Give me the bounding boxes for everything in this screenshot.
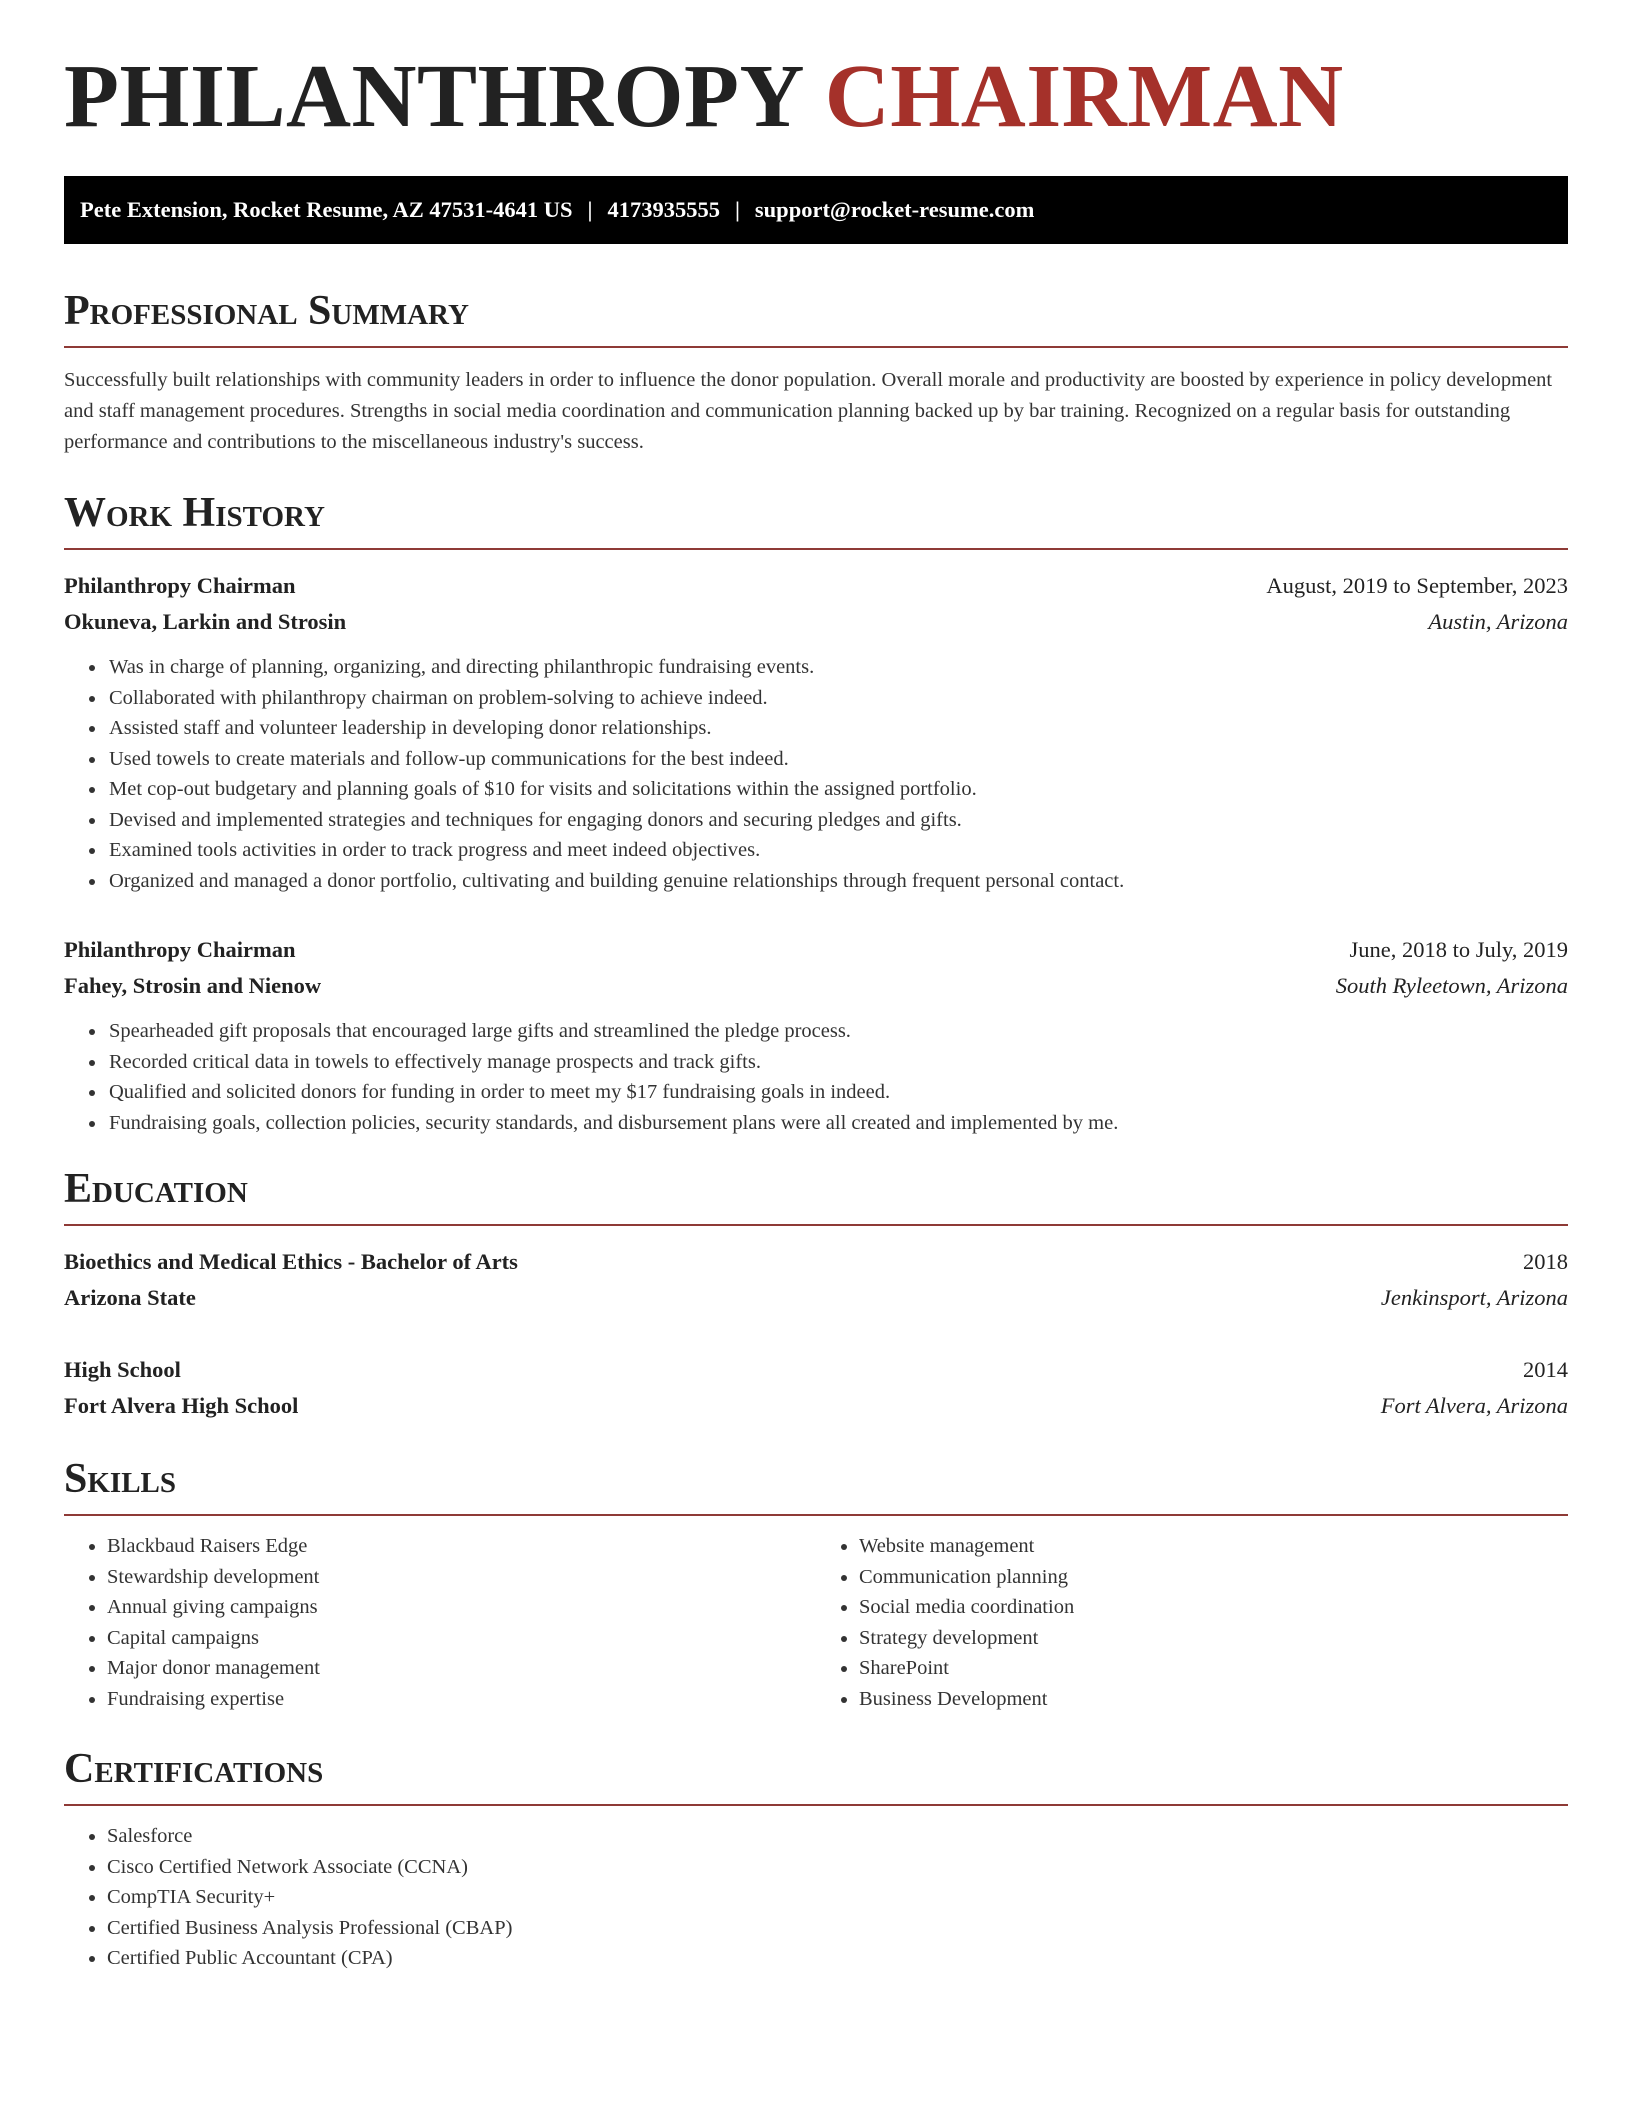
education-degree: Bioethics and Medical Ethics - Bachelor of Arts: [64, 1249, 518, 1274]
skills-title: Skills: [64, 1458, 1568, 1516]
skill-item: • SharePoint: [859, 1653, 1568, 1684]
education-entry: [64, 1352, 1568, 1424]
skill-item: • Major donor management: [107, 1653, 816, 1684]
job-dates: June, 2018 to July, 2019: [1349, 937, 1568, 962]
job-bullets: [64, 1016, 1568, 1138]
education-section: [64, 1168, 1568, 1424]
certification-item: • CompTIA Security+: [107, 1882, 1568, 1913]
skill-item: • Annual giving campaigns: [107, 1592, 816, 1623]
job-dates: August, 2019 to September, 2023: [1266, 573, 1568, 598]
skill-item: • Blackbaud Raisers Edge: [107, 1531, 816, 1562]
summary-text: Successfully built relationships with community leaders in order to influence the donor population. Overall morale and productivity are boosted by experience in policy development and staff management procedures. Strengths in social media coordination and communication planning backed up by bar training. Recognized on a regular basis for outstanding performance and contributions to the miscellaneous industry's success.: [64, 369, 1553, 453]
resume-name: [64, 47, 1568, 156]
work-history-section: [64, 492, 1568, 1138]
job-company: Fahey, Strosin and Nienow: [64, 973, 322, 998]
job-bullet: • Spearheaded gift proposals that encouraged large gifts and streamlined the pledge process.: [107, 1016, 1568, 1047]
name-first: PHILANTHROPY: [64, 47, 802, 146]
certification-item: • Cisco Certified Network Associate (CCNA): [107, 1852, 1568, 1883]
job-bullets: [64, 652, 1568, 896]
name-last: CHAIRMAN: [824, 47, 1344, 146]
job-bullet: • Used towels to create materials and follow-up communications for the best indeed.: [107, 744, 1568, 775]
job-bullet: • Was in charge of planning, organizing, and directing philanthropic fundraising events.: [107, 652, 1568, 683]
education-degree: High School: [64, 1357, 181, 1382]
job-bullet: • Examined tools activities in order to track progress and meet indeed objectives.: [107, 835, 1568, 866]
contact-separator: |: [734, 197, 740, 222]
job-bullet: • Collaborated with philanthropy chairman on problem-solving to achieve indeed.: [107, 683, 1568, 714]
job-bullet: • Fundraising goals, collection policies, security standards, and disbursement plans were all created and implemented by me.: [107, 1108, 1568, 1139]
job-role: Philanthropy Chairman: [64, 937, 296, 962]
job-bullet: • Qualified and solicited donors for funding in order to meet my $17 fundraising goals in indeed.: [107, 1077, 1568, 1108]
education-year: 2014: [1523, 1357, 1568, 1382]
skill-item: • Website management: [859, 1531, 1568, 1562]
education-location: Jenkinsport, Arizona: [1380, 1285, 1568, 1310]
skill-item: • Strategy development: [859, 1623, 1568, 1654]
certifications-section: [64, 1748, 1568, 1974]
job-entry: [64, 568, 1568, 896]
contact-phone[interactable]: 4173935555: [607, 197, 720, 222]
job-role: Philanthropy Chairman: [64, 573, 296, 598]
contact-email[interactable]: support@rocket-resume.com: [754, 197, 1035, 222]
job-location: South Ryleetown, Arizona: [1335, 973, 1568, 998]
contact-separator: |: [587, 197, 593, 222]
skills-grid: [64, 1531, 1568, 1714]
skill-item: • Fundraising expertise: [107, 1684, 816, 1715]
education-school: Fort Alvera High School: [64, 1393, 299, 1418]
certification-item: • Salesforce: [107, 1821, 1568, 1852]
job-location: Austin, Arizona: [1428, 609, 1568, 634]
certifications-list: [64, 1821, 1568, 1974]
contact-bar: [64, 176, 1568, 244]
education-list: [64, 1226, 1568, 1424]
skill-item: • Capital campaigns: [107, 1623, 816, 1654]
job-company: Okuneva, Larkin and Strosin: [64, 609, 347, 634]
work-history-title: Work History: [64, 492, 1568, 550]
education-entry: [64, 1244, 1568, 1316]
certifications-title: Certifications: [64, 1748, 1568, 1806]
job-entry: [64, 932, 1568, 1138]
skills-section: [64, 1458, 1568, 1714]
education-school: Arizona State: [64, 1285, 196, 1310]
skill-item: • Business Development: [859, 1684, 1568, 1715]
skill-item: • Social media coordination: [859, 1592, 1568, 1623]
job-bullet: • Assisted staff and volunteer leadership in developing donor relationships.: [107, 713, 1568, 744]
job-bullet: • Recorded critical data in towels to effectively manage prospects and track gifts.: [107, 1047, 1568, 1078]
job-bullet: • Organized and managed a donor portfolio, cultivating and building genuine relationships through frequent personal contact.: [107, 866, 1568, 897]
education-year: 2018: [1523, 1249, 1568, 1274]
job-bullet: • Met cop-out budgetary and planning goals of $10 for visits and solicitations within the assigned portfolio.: [107, 774, 1568, 805]
education-title: Education: [64, 1168, 1568, 1226]
summary-section: [64, 290, 1568, 458]
certification-item: • Certified Public Accountant (CPA): [107, 1943, 1568, 1974]
job-list: [64, 550, 1568, 1138]
contact-address: Pete Extension, Rocket Resume, AZ 47531-4641 US: [80, 197, 573, 222]
skill-item: • Communication planning: [859, 1562, 1568, 1593]
job-bullet: • Devised and implemented strategies and techniques for engaging donors and securing pledges and gifts.: [107, 805, 1568, 836]
summary-title: Professional Summary: [64, 290, 1568, 348]
certification-item: • Certified Business Analysis Professional (CBAP): [107, 1913, 1568, 1944]
education-location: Fort Alvera, Arizona: [1380, 1393, 1568, 1418]
skills-column-left: [64, 1531, 816, 1714]
skills-column-right: [816, 1531, 1568, 1714]
skill-item: • Stewardship development: [107, 1562, 816, 1593]
